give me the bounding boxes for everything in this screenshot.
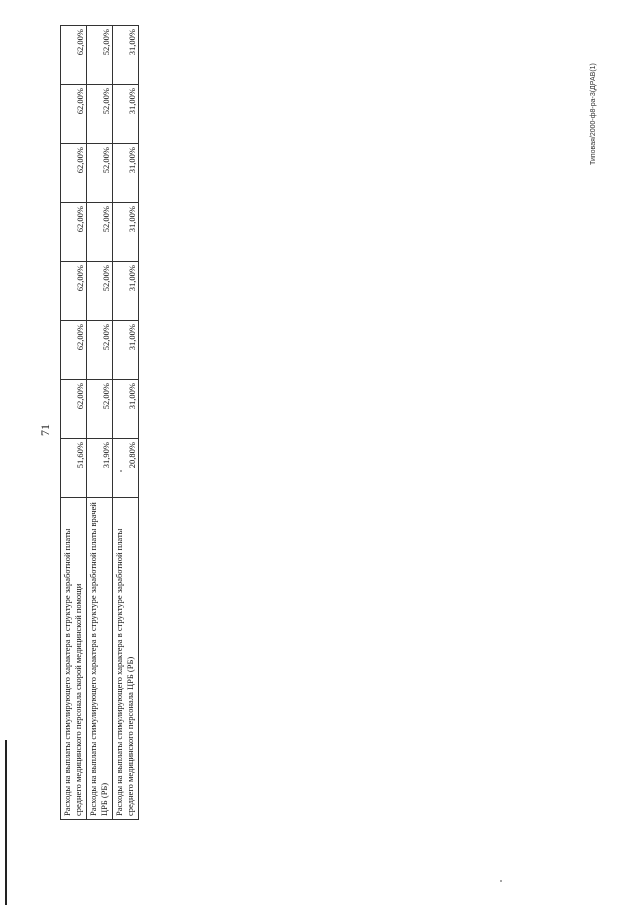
value-cell: 31,00% <box>112 85 138 144</box>
value-cell: 52,00% <box>86 380 112 439</box>
value-cell: 52,00% <box>86 85 112 144</box>
rotated-content <box>38 29 160 820</box>
value-cell: 52,00% <box>86 26 112 85</box>
value-cell: 62,00% <box>61 321 87 380</box>
value-cell: 31,00% <box>112 321 138 380</box>
value-cell: 31,00% <box>112 262 138 321</box>
table-row <box>61 26 87 820</box>
value-cell: 62,00% <box>61 144 87 203</box>
value-cell: 62,00% <box>61 262 87 321</box>
value-cell: 52,00% <box>86 321 112 380</box>
value-cell: 62,00% <box>61 380 87 439</box>
page-number: 71 <box>38 424 52 436</box>
row-label: Расходы на выплаты стимулирующего характера в структуре заработной платы среднего медицинского персонала скорой медицинской помощи <box>61 498 87 820</box>
value-cell: 52,00% <box>86 203 112 262</box>
data-table <box>60 25 139 820</box>
file-label: Типовая/2000-ф8-ра-3(ДРАВ(1) <box>590 63 597 165</box>
row-label: Расходы на выплаты стимулирующего характера в структуре заработной платы среднего медицинского персонала ЦРБ (РБ) <box>112 498 138 820</box>
value-cell: 31,00% <box>112 380 138 439</box>
scan-speck <box>500 880 502 882</box>
value-cell: 31,90% <box>86 439 112 498</box>
value-cell: 62,00% <box>61 203 87 262</box>
left-margin-rule <box>5 740 7 905</box>
value-cell: 62,00% <box>61 85 87 144</box>
value-cell: 31,00% <box>112 203 138 262</box>
value-cell: 52,00% <box>86 144 112 203</box>
value-cell: 31,00% <box>112 144 138 203</box>
value-cell: 31,00% <box>112 26 138 85</box>
table-row <box>112 26 138 820</box>
row-label: Расходы на выплаты стимулирующего характера в структуре заработной платы врачей ЦРБ (РБ) <box>86 498 112 820</box>
value-cell: 62,00% <box>61 26 87 85</box>
value-cell: 51,60% <box>61 439 87 498</box>
value-cell: 52,00% <box>86 262 112 321</box>
value-cell: 20,80% <box>112 439 138 498</box>
table-row <box>86 26 112 820</box>
